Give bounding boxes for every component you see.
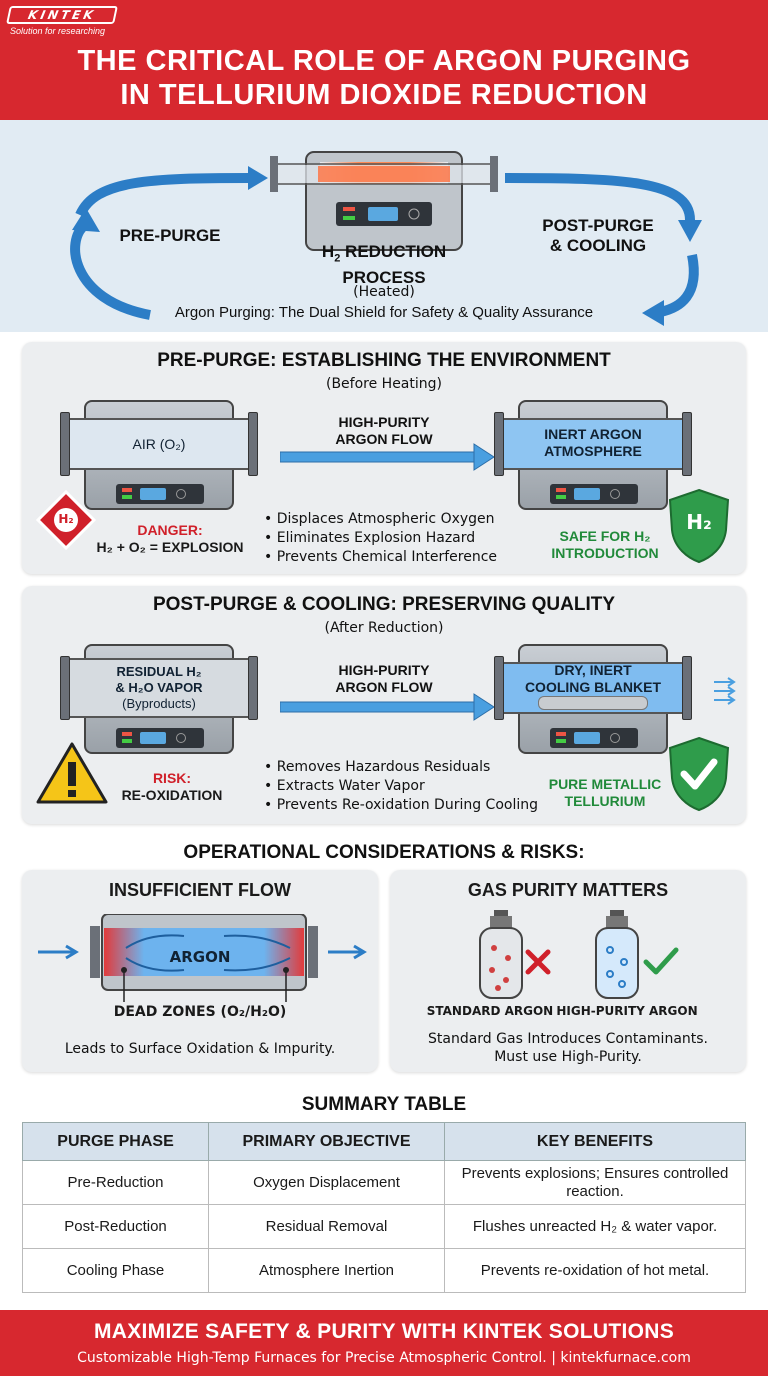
- gas-purity-title: GAS PURITY MATTERS: [467, 880, 669, 900]
- table-cell: Oxygen Displacement: [209, 1161, 445, 1205]
- post-purge-subtitle: (After Reduction): [324, 620, 444, 636]
- argon-flow-label: HIGH-PURITY ARGON FLOW: [335, 414, 433, 447]
- shield-text: H₂: [686, 510, 712, 534]
- pre-purge-title: PRE-PURGE: ESTABLISHING THE ENVIRONMENT: [157, 350, 611, 371]
- table-cell: Post-Reduction: [23, 1205, 209, 1249]
- danger-warning: DANGER: H₂ + O₂ = EXPLOSION: [96, 522, 244, 555]
- argon-flow-arrow: [280, 692, 500, 722]
- operational-heading: OPERATIONAL CONSIDERATIONS & RISKS:: [183, 842, 585, 863]
- cooling-furnace: [498, 644, 668, 754]
- footer-title: MAXIMIZE SAFETY & PURITY WITH KINTEK SOLUTIONS: [93, 1320, 675, 1343]
- title-line-2: IN TELLURIUM DIOXIDE REDUCTION: [120, 79, 648, 111]
- residual-label: RESIDUAL H₂ & H₂O VAPOR (Byproducts): [115, 664, 203, 711]
- process-cycle-diagram: [0, 120, 768, 332]
- cycle-caption: Argon Purging: The Dual Shield for Safety & Quality Assurance: [174, 304, 594, 321]
- risk-warning: RISK: RE-OXIDATION: [121, 770, 223, 803]
- kintek-logo[interactable]: KINTEK: [6, 6, 118, 24]
- argon-label: ARGON: [169, 948, 231, 966]
- process-label: $H_2$ REDUCTION PROCESS: [321, 242, 447, 288]
- column-header: KEY BENEFITS: [445, 1123, 746, 1161]
- post-purge-label: POST-PURGE & COOLING: [542, 216, 654, 255]
- tube-cap-left: [270, 156, 278, 192]
- table-header-row: [23, 1123, 746, 1161]
- header-banner: [0, 0, 768, 120]
- safe-label: SAFE FOR H₂ INTRODUCTION: [551, 528, 659, 561]
- arrow-top-right: [505, 178, 690, 220]
- table-cell: Atmosphere Inertion: [209, 1249, 445, 1293]
- insufficient-flow-card: [22, 870, 378, 1072]
- arrowhead-right-down: [678, 220, 702, 242]
- table-cell: Residual Removal: [209, 1205, 445, 1249]
- high-purity-argon-label: HIGH-PURITY ARGON: [556, 1004, 698, 1018]
- red-x-icon: [528, 952, 548, 972]
- post-purge-title: POST-PURGE & COOLING: PRESERVING QUALITY: [152, 594, 616, 615]
- gas-cylinders: [390, 908, 746, 1000]
- benefit-item: • Displaces Atmospheric Oxygen: [264, 510, 497, 529]
- flow-note: Leads to Surface Oxidation & Impurity.: [64, 1041, 336, 1057]
- column-header: PURGE PHASE: [23, 1123, 209, 1161]
- post-purge-panel: [22, 586, 746, 824]
- gas-purity-card: [390, 870, 746, 1072]
- footer-subtitle[interactable]: Customizable High-Temp Furnaces for Precise Atmospheric Control. | kintekfurnace.com: [77, 1350, 691, 1366]
- dead-zones-label: DEAD ZONES (O₂/H₂O): [113, 1004, 287, 1020]
- benefit-item: • Eliminates Explosion Hazard: [264, 529, 497, 548]
- outflow-arrows-icon: [712, 676, 740, 706]
- hazard-icon-text: H₂: [58, 512, 74, 526]
- post-purge-benefits: [264, 758, 538, 815]
- title-line-1: THE CRITICAL ROLE OF ARGON PURGING: [77, 45, 691, 77]
- argon-flow-label: HIGH-PURITY ARGON FLOW: [335, 662, 433, 695]
- residual-furnace: [64, 644, 234, 754]
- table-row: [23, 1249, 746, 1293]
- table-cell: Prevents explosions; Ensures controlled reaction.: [445, 1161, 746, 1205]
- checkmark-shield-icon: [666, 736, 732, 812]
- tube-cap-right: [490, 156, 498, 192]
- benefit-item: • Removes Hazardous Residuals: [264, 758, 538, 777]
- standard-cylinder-icon: [480, 910, 522, 998]
- benefit-item: • Prevents Re-oxidation During Cooling: [264, 796, 538, 815]
- pure-tellurium-label: PURE METALLIC TELLURIUM: [548, 776, 662, 809]
- footer-banner: [0, 1310, 768, 1376]
- table-row: [23, 1205, 746, 1249]
- pre-purge-label: PRE-PURGE: [119, 226, 221, 245]
- summary-table: [22, 1122, 746, 1293]
- insufficient-flow-title: INSUFFICIENT FLOW: [109, 880, 291, 900]
- benefit-item: • Extracts Water Vapor: [264, 777, 538, 796]
- summary-heading: SUMMARY TABLE: [301, 1094, 467, 1115]
- pre-purge-subtitle: (Before Heating): [325, 376, 442, 392]
- table-cell: Prevents re-oxidation of hot metal.: [445, 1249, 746, 1293]
- purity-note: Standard Gas Introduces Contaminants. Must use High-Purity.: [428, 1031, 708, 1065]
- table-cell: Pre-Reduction: [23, 1161, 209, 1205]
- logo-tagline: Solution for researching: [10, 26, 106, 36]
- standard-argon-label: STANDARD ARGON: [426, 1004, 554, 1018]
- page-title: [0, 44, 768, 112]
- arrowhead-top-left: [248, 166, 268, 190]
- air-label: AIR (O₂): [132, 436, 186, 452]
- pre-purge-panel: [22, 342, 746, 574]
- green-check-icon: [646, 950, 676, 972]
- high-purity-cylinder-icon: [596, 910, 638, 998]
- process-note: (Heated): [353, 284, 415, 300]
- table-cell: Flushes unreacted H₂ & water vapor.: [445, 1205, 746, 1249]
- pre-purge-benefits: [264, 510, 497, 567]
- benefit-item: • Prevents Chemical Interference: [264, 548, 497, 567]
- column-header: PRIMARY OBJECTIVE: [209, 1123, 445, 1161]
- inert-argon-label: INERT ARGON ATMOSPHERE: [544, 426, 642, 459]
- argon-furnace: [498, 400, 668, 510]
- cooling-blanket-label: DRY, INERT COOLING BLANKET: [524, 662, 662, 695]
- table-cell: Cooling Phase: [23, 1249, 209, 1293]
- arrow-top-left: [80, 178, 250, 215]
- table-row: [23, 1161, 746, 1205]
